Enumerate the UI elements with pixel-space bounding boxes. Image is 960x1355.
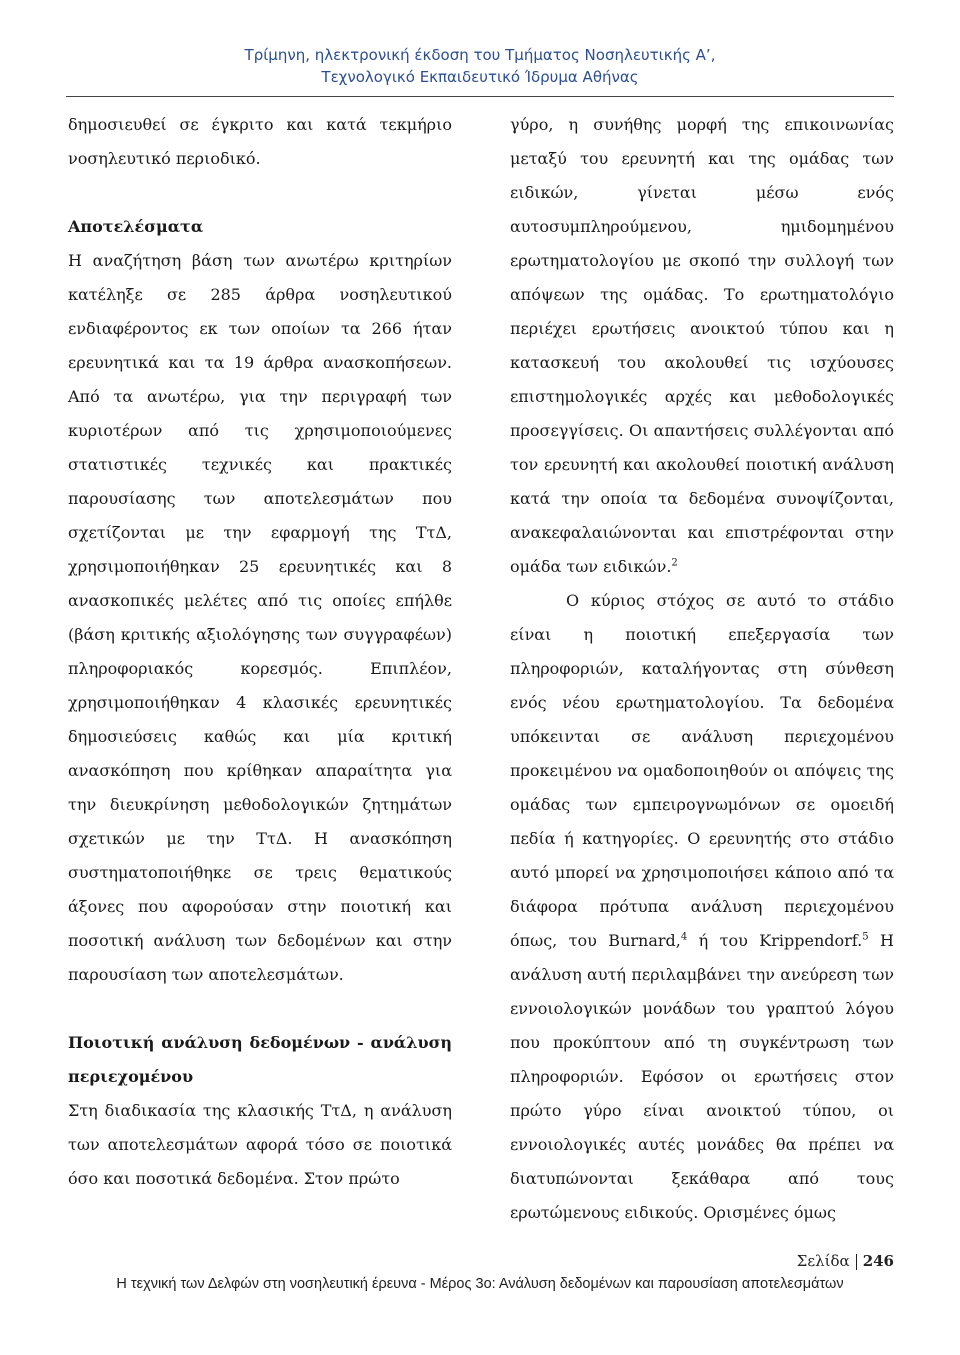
content-analysis-text-a: Ο κύριος στόχος σε αυτό το στάδιο είναι η ποιοτική επεξεργασία των πληροφοριών, καταλήγοντας στη σύνθεση ενός νέου ερωτηματολογίου. Τα δεδομένα υπόκεινται σε ανάλυση περιεχομένου προκειμένου να ομαδοποιηθούν οι απόψεις της ομάδας των εμπειρογνωμόνων σε ομοειδή πεδία ή κατηγορίες. Ο ερευνητής στο στάδιο αυτό μπορεί να χρησιμοποιήσει κάποιο από τα διάφορα πρότυπα ανάλυση περιεχομένου όπως, του Burnard, [510, 591, 894, 950]
content-analysis-text-c: Η ανάλυση αυτή περιλαμβάνει την ανεύρεση των εννοιολογικών μονάδων του γραπτού λόγου που προκύπτουν από τη συγκέντρωση των πληροφοριών. Εφόσον οι ερωτήσεις στον πρώτο γύρο είναι ανοικτού τύπου, οι εννοιολογικές αυτές μονάδες θα πρέπει να διατυπώνονται ξεκάθαρα από τους ερωτώμενους ειδικούς. Ορισμένες όμως [510, 931, 894, 1222]
header-divider [66, 96, 894, 97]
content-analysis-text-b: ή του Krippendorf. [687, 931, 863, 950]
content-analysis-paragraph [510, 584, 894, 1230]
spacer [68, 176, 452, 210]
first-round-paragraph [510, 108, 894, 584]
page-number-block [797, 1252, 894, 1270]
footer-article-title: Η τεχνική των Δελφών στη νοσηλευτική έρευνα - Μέρος 3ο: Ανάλυση δεδομένων και παρουσίαση αποτελεσμάτων [116, 1276, 844, 1292]
page-separator [856, 1254, 857, 1270]
qualitative-analysis-paragraph: Στη διαδικασία της κλασικής ΤτΔ, η ανάλυση των αποτελεσμάτων αφορά τόσο σε ποιοτικά όσο και ποσοτικά δεδομένα. Στον πρώτο [68, 1101, 452, 1188]
journal-header [0, 44, 960, 86]
qualitative-analysis-heading: Ποιοτική ανάλυση δεδομένων - ανάλυση περιεχομένου [68, 1033, 452, 1086]
page-label: Σελίδα [796, 1252, 850, 1270]
reference-5: 5 [862, 931, 869, 943]
reference-4: 4 [680, 931, 688, 943]
first-round-text: γύρο, η συνήθης μορφή της επικοινωνίας μεταξύ του ερευνητή και της ομάδας των ειδικών, γίνεται μέσω ενός αυτοσυμπληρούμενου, ημιδομημένου ερωτηματολογίου με σκοπό την συλλογή των απόψεων της ομάδας. Το ερωτηματολόγιο περιέχει ερωτήσεις ανοικτού τύπου και η κατασκευή του ακολουθεί τις ισχύουσες επιστημολογικές αρχές και μεθοδολογικές προσεγγίσεις. Οι απαντήσεις συλλέγονται από τον ερευνητή και ακολουθεί ποιοτική ανάλυση κατά την οποία τα δεδομένα συνοψίζονται, ανακεφαλαιώνονται και επιστρέφονται στην ομάδα των ειδικών. [510, 115, 894, 576]
journal-header-line2: Τεχνολογικό Εκπαιδευτικό Ίδρυμα Αθήνας [321, 68, 639, 86]
results-heading: Αποτελέσματα [68, 217, 204, 236]
reference-2: 2 [671, 557, 678, 569]
page-number: 246 [862, 1252, 894, 1270]
intro-paragraph: δημοσιευθεί σε έγκριτο και κατά τεκμήριο νοσηλευτικό περιοδικό. [68, 115, 452, 168]
right-column [510, 108, 894, 1230]
journal-header-line1: Τρίμηνη, ηλεκτρονική έκδοση του Τμήματος Νοσηλευτικής Α’, [244, 46, 716, 64]
results-paragraph: Η αναζήτηση βάση των ανωτέρω κριτηρίων κατέληξε σε 285 άρθρα νοσηλευτικού ενδιαφέροντος εκ των οποίων τα 266 ήταν ερευνητικά και τα 19 άρθρα ανασκοπήσεων. Από τα ανωτέρω, για την περιγραφή των κυριοτέρων από τις χρησιμοποιούμενες στατιστικές τεχνικές και πρακτικές παρουσίασης των αποτελεσμάτων που σχετίζονται με την εφαρμογή της ΤτΔ, χρησιμοποιήθηκαν 25 ερευνητικές και 8 ανασκοπικές μελέτες από τις οποίες επήλθε (βάση κριτικής αξιολόγησης των συγγραφέων) πληροφοριακός κορεσμός. Επιπλέον, χρησιμοποιήθηκαν 4 κλασικές ερευνητικές δημοσιεύσεις καθώς και μία κριτική ανασκόπηση που κρίθηκαν απαραίτητα για την διευκρίνηση μεθοδολογικών ζητημάτων σχετικών με την ΤτΔ. Η ανασκόπηση συστηματοποιήθηκε σε τρεις θεματικούς άξονες που αφορούσαν στην ποιοτική και ποσοτική ανάλυση των δεδομένων και στην παρουσίαση των αποτελεσμάτων. [68, 251, 452, 984]
left-column [68, 108, 452, 1196]
spacer [68, 992, 452, 1026]
